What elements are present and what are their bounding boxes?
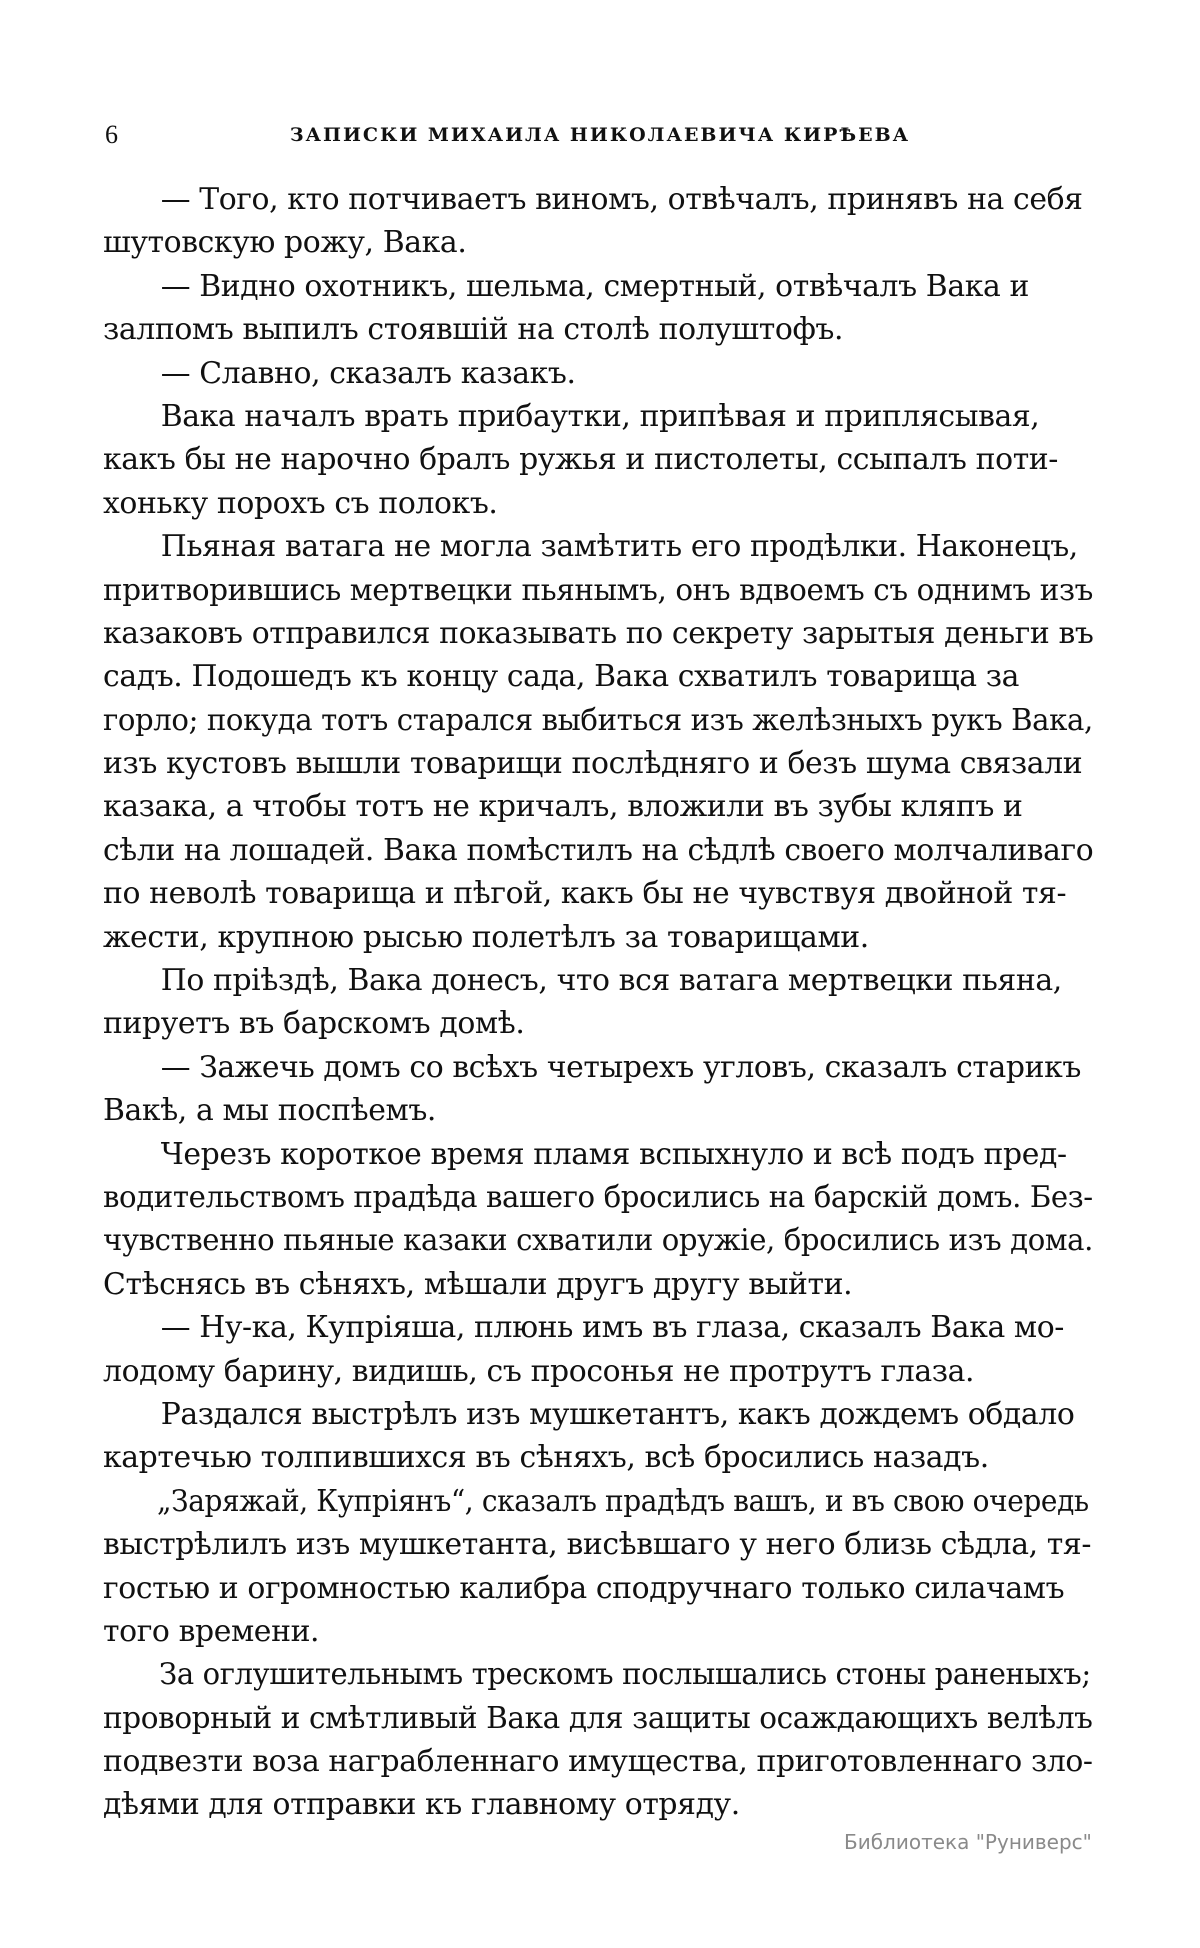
text-line: Вака началъ врать прибаутки, припѣвая и приплясывая,	[160, 398, 1040, 434]
page-header	[105, 120, 1095, 154]
text-line: хоньку порохъ съ полокъ.	[103, 485, 498, 521]
page-number: 6	[105, 120, 118, 149]
text-line: — Видно охотникъ, шельма, смертный, отвѣчалъ Вака и	[160, 268, 1029, 304]
text-line: гостью и огромностью калибра сподручнаго только силачамъ	[103, 1570, 1065, 1606]
text-line: казаковъ отправился показывать по секрету зарытыя деньги въ	[103, 615, 1094, 651]
text-line: — Того, кто потчиваетъ виномъ, отвѣчалъ, принявъ на себя	[160, 182, 1083, 217]
text-line: картечью толпившихся въ сѣняхъ, всѣ бросились назадъ.	[103, 1440, 989, 1476]
body-text	[103, 178, 1098, 1827]
text-line: лодому барину, видишь, съ просонья не протрутъ глаза.	[103, 1353, 975, 1389]
text-line: по неволѣ товарища и пѣгой, какъ бы не чувствуя двойной тя-	[103, 876, 1067, 912]
text-line: какъ бы не нарочно бралъ ружья и пистолеты, ссыпалъ поти-	[103, 442, 1058, 478]
text-line: чувственно пьяные казаки схватили оружіе, бросились изъ дома.	[103, 1223, 1093, 1259]
running-head: ЗАПИСКИ МИХАИЛА НИКОЛАЕВИЧА КИРѢЕВА	[289, 124, 911, 146]
text-line: казака, а чтобы тотъ не кричалъ, вложили въ зубы кляпъ и	[103, 789, 1023, 825]
text-line: Вакѣ, а мы поспѣемъ.	[103, 1093, 436, 1129]
text-line: Раздался выстрѣлъ изъ мушкетантъ, какъ дождемъ обдало	[160, 1396, 1075, 1432]
text-line: Черезъ короткое время пламя вспыхнуло и всѣ подъ пред-	[160, 1136, 1067, 1172]
text-line: проворный и смѣтливый Вака для защиты осаждающихъ велѣлъ	[103, 1700, 1093, 1736]
text-line: — Славно, сказалъ казакъ.	[160, 355, 576, 391]
text-line: садъ. Подошедъ къ концу сада, Вака схватилъ товарища за	[103, 659, 1020, 695]
text-line: — Ну-ка, Купріяша, плюнь имъ въ глаза, сказалъ Вака мо-	[160, 1310, 1065, 1346]
text-line: шутовскую рожу, Вака.	[103, 225, 467, 261]
text-line: — Зажечь домъ со всѣхъ четырехъ угловъ, сказалъ старикъ	[160, 1049, 1081, 1085]
text-line: „Заряжай, Купріянъ“, сказалъ прадѣдъ вашъ, и въ свою очередь	[157, 1483, 1089, 1519]
text-line: Стѣснясь въ сѣняхъ, мѣшали другъ другу выйти.	[103, 1266, 853, 1302]
text-line: того времени.	[103, 1613, 320, 1649]
text-line: горло; покуда тотъ старался выбиться изъ желѣзныхъ рукъ Вака,	[103, 702, 1093, 738]
text-line: подвезти воза награбленнаго имущества, приготовленнаго зло-	[103, 1744, 1093, 1780]
text-line: сѣли на лошадей. Вака помѣстилъ на сѣдлѣ своего молчаливаго	[103, 832, 1094, 868]
text-line: Пьяная ватага не могла замѣтить его продѣлки. Наконецъ,	[160, 529, 1078, 565]
text-line: пируетъ въ барскомъ домѣ.	[103, 1006, 525, 1042]
text-line: дѣями для отправки къ главному отряду.	[103, 1787, 740, 1823]
text-line: жести, крупною рысью полетѣлъ за товарищами.	[103, 919, 869, 955]
library-watermark: Библиотека "Руниверс"	[844, 1830, 1092, 1854]
text-line: выстрѣлилъ изъ мушкетанта, висѣвшаго у него близь сѣдла, тя-	[103, 1527, 1092, 1563]
text-line: притворившись мертвецки пьянымъ, онъ вдвоемъ съ однимъ изъ	[103, 572, 1093, 608]
text-line: По пріѣздѣ, Вака донесъ, что вся ватага мертвецки пьяна,	[160, 963, 1062, 999]
text-line: За оглушительнымъ трескомъ послышались стоны раненыхъ;	[159, 1657, 1091, 1693]
text-line: изъ кустовъ вышли товарищи послѣдняго и безъ шума связали	[103, 746, 1083, 782]
text-line: водительствомъ прадѣда вашего бросились на барскій домъ. Без-	[103, 1179, 1093, 1215]
text-line: залпомъ выпилъ стоявшій на столѣ полуштофъ.	[103, 312, 844, 348]
